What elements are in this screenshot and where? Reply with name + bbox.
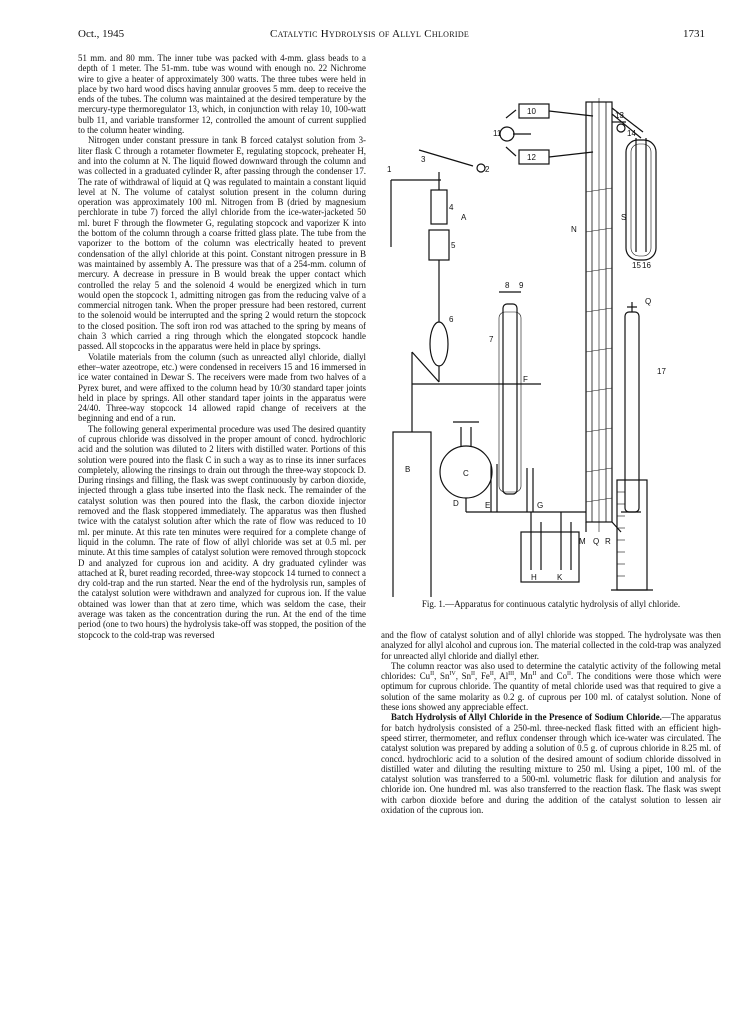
label-G: G	[537, 501, 544, 510]
label-11: 11	[493, 129, 502, 138]
label-R: R	[605, 537, 611, 546]
label-B: B	[405, 465, 411, 474]
label-12: 12	[527, 153, 536, 162]
oxidation-state: II	[471, 671, 476, 678]
oxidation-state: II	[489, 671, 494, 678]
label-6: 6	[449, 315, 454, 324]
condenser-17	[625, 312, 639, 512]
label-2: 2	[485, 165, 490, 174]
label-H: H	[531, 573, 537, 582]
text-run: . The conditions were those which were optimum for cuprous chloride. The quantity of metal chloride used was that required to give a solution of the same molarity as 0.2 g. of cuprous per 100 ml. of catalyst solution. None of these ions showed any appreciable effect.	[381, 671, 722, 713]
section-heading: Batch Hydrolysis of Allyl Chloride in the Presence of Sodium Chloride.	[391, 712, 662, 723]
label-E: E	[485, 501, 491, 510]
label-S: S	[621, 213, 627, 222]
text-run: , Al	[493, 671, 509, 682]
label-N: N	[571, 225, 577, 234]
label-16: 16	[642, 261, 651, 270]
label-5: 5	[451, 241, 456, 250]
oxidation-state: III	[508, 671, 515, 678]
left-column	[78, 53, 366, 640]
label-10: 10	[527, 107, 536, 116]
oxidation-state: II	[430, 671, 435, 678]
label-4: 4	[449, 203, 454, 212]
label-M: M	[579, 537, 586, 546]
label-3: 3	[421, 155, 426, 164]
label-K: K	[557, 573, 563, 582]
text-run: , Sn	[455, 671, 472, 682]
apparatus-figure	[381, 92, 721, 597]
label-9: 9	[519, 281, 524, 290]
oxidation-state: II	[567, 671, 572, 678]
dewar-S	[626, 140, 656, 260]
text-run: The column reactor was also used to determine the catalytic activity of the following metal chlorides: Cu	[381, 660, 721, 682]
label-15: 15	[632, 261, 641, 270]
label-Q-outlet: Q	[645, 297, 652, 306]
header-date: Oct., 1945	[78, 28, 125, 40]
bulb-11	[500, 127, 514, 141]
graduated-cylinder-R	[617, 480, 647, 590]
label-Q: Q	[593, 537, 600, 546]
label-C: C	[463, 469, 469, 478]
label-13: 13	[615, 111, 624, 120]
solenoid-4	[431, 190, 447, 224]
buret-F	[503, 304, 517, 494]
paragraph: Volatile materials from the column (such as unreacted allyl chloride, diallyl ether–water azeotrope, etc.) were condensed in receivers 15 and 16 immersed in ice water contained in Dewar S. The receivers were made from two halves of a Pyrex buret, and were affixed to the column head by 10/30 standard taper joints held in place by springs. All other standard taper joints in the apparatus were 24/40. Three-way stopcock 14 allowed rapid change of receivers at the beginning and end of a run.	[78, 351, 366, 424]
label-17: 17	[657, 367, 666, 376]
paragraph: 51 mm. and 80 mm. The inner tube was packed with 4-mm. glass beads to a depth of 1 meter. The 51-mm. tube was wound with enough no. 22 Nichrome wire to give a heater of approximately 300 watts. The three tubes were held in place by two hard wood discs having annular grooves 5 mm. deep to receive the ends of the tubes. The column was maintained at the desired temperature by the mercury-type thermoregulator 13, which, in conjunction with relay 10, 100-watt bulb 11, and variable transformer 12, controlled the amount of current supplied to the column heater winding.	[78, 53, 366, 136]
paragraph: The following general experimental procedure was used The desired quantity of cuprous chloride was dissolved in the proper amount of concd. hydrochloric acid and the solution was diluted to 2 liters with distilled water. Portions of this solution were poured into the flask C in such a way as to rinse its inner surfaces completely, allowing the rinsings to drain out through the three-way stopcock D. During rinsings and filling, the flask was swept continuously by carbon dioxide, injected through a glass tube inserted into the flask neck. The remainder of the catalyst solution was then poured into the flask, the carbon dioxide injector removed and the flask stoppered immediately. The apparatus was then flushed twice with the catalyst solution after which the rate of flow was reduced to 10 ml. per minute. At this rate ten minutes were required for a complete change of liquid in the column. The rate of flow of allyl chloride was set at 0.5 ml. per minute. At this time samples of catalyst solution were removed through stopcock D and analyzed for cuprous ion and acidity. A dry graduated cylinder was attached at R, buret reading recorded, three-way stopcock 14 turned to connect a dry cold-trap and the run started. Near the end of the hydrolysis run, samples of the catalyst solution were withdrawn and analyzed for cuprous ion. If the value obtained was lower than that at zero time, which was seldom the case, their average was taken as the concentration during the run. At the end of the time period (one to two hours) the hydrolysis take-off was stopped, the position of the stopcock to the cold-trap was reversed	[78, 423, 366, 640]
oxidation-state: IV	[449, 671, 456, 678]
right-column	[381, 630, 721, 815]
label-D: D	[453, 499, 459, 508]
text-run: , Sn	[434, 671, 450, 682]
label-A: A	[461, 213, 467, 222]
label-14: 14	[627, 129, 636, 138]
paragraph-metal-chlorides	[381, 661, 721, 712]
oxidation-state: II	[532, 671, 537, 678]
figure-caption: Fig. 1.—Apparatus for continuous catalytic hydrolysis of allyl chloride.	[421, 599, 681, 609]
label-7: 7	[489, 335, 494, 344]
header-title: Catalytic Hydrolysis of Allyl Chloride	[270, 28, 470, 40]
text-run: , Fe	[475, 671, 490, 682]
paragraph: and the flow of catalyst solution and of allyl chloride was stopped. The hydrolysate was then analyzed for allyl alcohol and cuprous ion. The material collected in the cold-trap was analyzed for unreacted allyl chloride and diallyl ether.	[381, 630, 721, 661]
text-run: and Co	[536, 671, 568, 682]
page-number: 1731	[683, 28, 705, 40]
paragraph: Nitrogen under constant pressure in tank B forced catalyst solution from 3-liter flask C through a rotameter flowmeter E, regulating stopcock, preheater H, and into the column at N. The liquid flowed downward through the column and was collected in a graduated cylinder R, after passing through the condenser 17. The rate of withdrawal of liquid at Q was regulated to maintain a constant liquid level at N. The volume of catalyst solution present in the column during operation was approximately 100 ml. Nitrogen from B (dried by magnesium perchlorate in tube 7) forced the allyl chloride from the ice-water-jacketed 50 ml. buret F through the flowmeter G, regulating stopcock and vaporizer K into the bottom of the column through a coarse fritted glass plate. The tube from the vaporizer to the bottom of the column was electrically heated to prevent condensation of the allyl chloride at this point. Constant nitrogen pressure in B was maintained by assembly A. The pressure was that of a 254-mm. column of mercury. A decrease in pressure in B would break the upper contact which controlled the relay 5 and the solenoid 4 would be energized which in turn would open the stopcock 1, admitting nitrogen gas from the reducing valve of a commercial nitrogen tank. When the proper pressure had been restored, current to the solenoid would be interrupted and the spring 2 would return the stopcock to the closed position. The soft iron rod was attached to the spring by means of chain 3 which carried a ring through which the elongated stopcock handle passed. All stopcocks in the apparatus were held in place by springs.	[78, 135, 366, 352]
bath-HK	[521, 532, 579, 582]
text-run: , Mn	[514, 671, 533, 682]
label-8: 8	[505, 281, 510, 290]
paragraph-batch-hydrolysis: Batch Hydrolysis of Allyl Chloride in the Presence of Sodium Chloride.—The apparatus for batch hydrolysis consisted of a 250-ml. three-necked flask fitted with an efficient high-speed stirrer, thermometer, and reflux condenser through which ice-water was circulated. The catalyst solution was prepared by adding a solution of 0.5 g. of cuprous chloride in 8.25 ml. of concd. hydrochloric acid to a solution of the desired amount of sodium chloride dissolved in distilled water and diluting the resulting mixture to 250 ml. Using a pipet, 100 ml. of the catalyst solution was transferred to a 500-ml. volumetric flask for dilution and analysis for chloride ion. One hundred ml. was also transferred to the reaction flask. The flask was swept with carbon dioxide before and during the addition of the catalyst solution to lessen air oxidation of the cuprous ion.	[381, 712, 721, 816]
relay-5	[429, 230, 449, 260]
label-1: 1	[387, 165, 392, 174]
label-F: F	[523, 375, 528, 384]
tank-B	[393, 432, 431, 597]
